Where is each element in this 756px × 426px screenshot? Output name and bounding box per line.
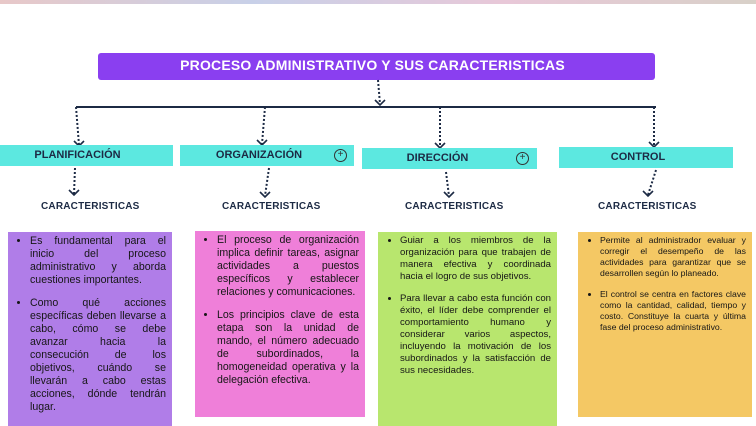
heading-organizacion: ORGANIZACIÓN + [180,145,354,166]
list-item: • Es fundamental para el inicio del proceso administrativo y aborda cuestiones importantes. [30,235,166,287]
sub-connector-2 [265,168,269,196]
branch-1-connector [76,107,79,145]
subheading-organizacion: CARACTERISTICAS [222,201,321,212]
list-item: • Permite al administrador evaluar y corregir el desempeño de las actividades para garantizar que se desarrollen según lo planeado. [600,235,746,279]
subheading-control: CARACTERISTICAS [598,201,697,212]
sub-connector-1 [74,168,75,194]
plus-circle-icon[interactable]: + [516,152,529,165]
list-item: • Como qué acciones específicas deben llevarse a cabo, cómo se debe avanzar hacia la consecución de los objetivos, cuándo se llevarán a cabo estas acciones, dónde tendrán lugar. [30,297,166,414]
diagram-title: PROCESO ADMINISTRATIVO Y SUS CARACTERISTICAS [98,53,655,80]
card-direccion [378,232,557,426]
list-item: • Guiar a los miembros de la organización para que trabajen de manera efectiva y coordinada hacia el logro de sus objetivos. [400,235,551,283]
title-connector [378,80,380,104]
plus-circle-icon[interactable]: + [334,149,347,162]
heading-planificacion: PLANIFICACIÓN [0,145,173,166]
sub-connector-3 [446,172,449,196]
card-planificacion [8,232,172,426]
list-item: • Los principios clave de esta etapa son la unidad de mando, el número adecuado de subordinados, la homogeneidad operativa y la delegación efectiva. [217,309,359,387]
subheading-planificacion: CARACTERISTICAS [41,201,140,212]
card-organizacion [195,231,365,417]
heading-control: CONTROL [559,147,733,168]
branch-2-connector [262,107,265,144]
list-item: • El control se centra en factores clave como la cantidad, calidad, tiempo y costo. Constituye la cuarta y última fase del proceso administrativo. [600,289,746,333]
list-item: • El proceso de organización implica definir tareas, asignar actividades a puestos específicos y establecer relaciones y comunicaciones. [217,234,359,299]
subheading-direccion: CARACTERISTICAS [405,201,504,212]
card-control [578,232,752,417]
heading-direccion: DIRECCIÓN + [362,148,537,169]
list-item: • Para llevar a cabo esta función con éxito, el líder debe comprender el comportamiento humano y considerar varios aspectos, incluyendo la motivación de los subordinados y la satisfacción de sus necesidades. [400,293,551,377]
